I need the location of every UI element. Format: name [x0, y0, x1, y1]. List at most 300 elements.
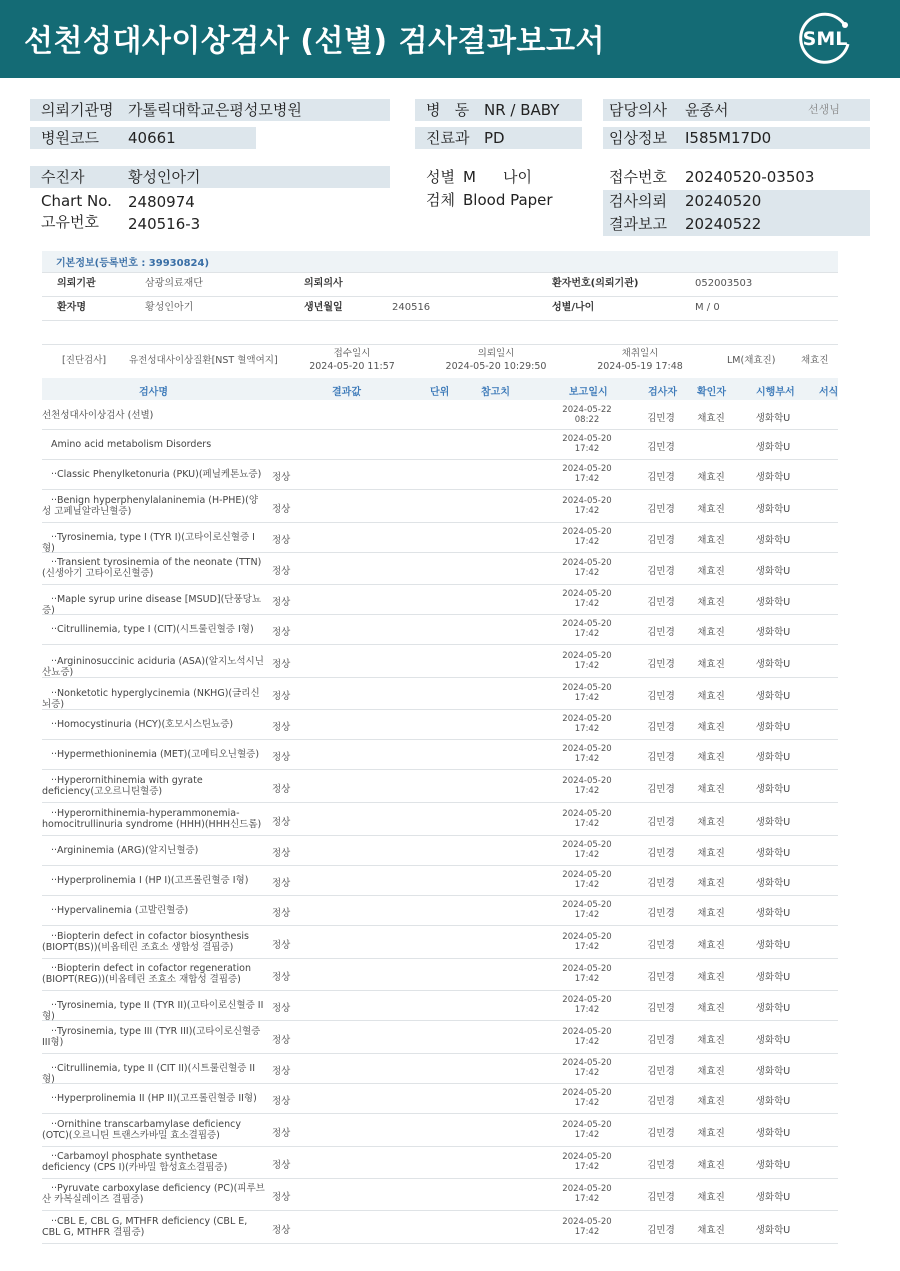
col-ref: 참고치: [481, 387, 510, 398]
test-name-cell: ··Nonketotic hyperglycinemia (NKHG)(글리신뇌증): [42, 688, 260, 710]
report-time: 17:42: [574, 880, 600, 890]
sex-value: M: [463, 168, 476, 186]
confirmer-cell: 채효진: [697, 535, 725, 546]
lm-value: LM(채효진): [727, 355, 776, 366]
report-date: 2024-05-20: [562, 589, 612, 599]
divider: [42, 344, 838, 345]
report-date-cell: [554, 1184, 620, 1204]
pno-label: 환자번호(의뢰기관): [552, 278, 639, 289]
signer-value: 채효진: [801, 355, 829, 366]
report-date-cell: [554, 589, 620, 609]
recv-label: 접수일시: [333, 348, 371, 359]
uid-label: 고유번호: [41, 213, 99, 231]
confirmer-cell: 채효진: [697, 939, 725, 951]
table-row: [42, 645, 838, 678]
table-row: [42, 523, 838, 553]
report-date: 2024-05-20: [562, 995, 612, 1005]
dept-cell: 생화학U: [755, 566, 791, 577]
report-date: 2024-05-20: [562, 1152, 612, 1162]
reporter-cell: 김민경: [647, 472, 675, 483]
sex-label: 성별: [426, 168, 455, 186]
req-value: 2024-05-20 10:29:50: [445, 361, 547, 372]
basic-info-title: 기본정보(등록번호 : 39930824): [56, 258, 210, 269]
table-row: [42, 926, 838, 959]
confirmer-cell: 채효진: [697, 972, 725, 983]
table-row: [42, 401, 838, 430]
hospital-value: 가톨릭대학교은평성모병원: [128, 101, 302, 119]
confirmer-cell: 채효진: [697, 878, 725, 889]
confirmer-cell: 채효진: [697, 1003, 725, 1014]
test-name-cell: ··Citrullinemia, type II (CIT II)(시트룰린혈증 II형): [42, 1063, 256, 1085]
clinical-value: I585M17D0: [685, 129, 772, 147]
table-row: [42, 770, 838, 803]
hcode-value: 40661: [128, 129, 176, 147]
result-cell: 정상: [272, 658, 291, 670]
report-date-cell: [554, 932, 620, 952]
name-label: 환자명: [57, 302, 86, 313]
confirmer-cell: 채효진: [697, 503, 725, 515]
report-date: 2024-05-20: [562, 619, 612, 629]
sexage-value: M / 0: [695, 302, 720, 313]
report-date-cell: [554, 683, 620, 703]
report-date: 2024-05-20: [562, 495, 612, 506]
reporter-cell: 김민경: [647, 816, 675, 828]
chart-value: 2480974: [128, 193, 195, 211]
test-name-cell: ··Citrullinemia, type I (CIT)(시트룰린혈증 I형): [51, 624, 254, 635]
col-label: 채취일시: [621, 348, 659, 359]
receipt-label: 접수번호: [609, 168, 667, 186]
report-date: 2024-05-22: [562, 404, 612, 415]
report-date: 2024-05-20: [562, 683, 612, 693]
recv-value: 2024-05-20 11:57: [309, 361, 395, 372]
confirmer-cell: 채효진: [697, 627, 725, 638]
test-name-cell: Amino acid metabolism Disorders: [51, 439, 212, 450]
birth-label: 생년월일: [304, 302, 343, 313]
table-row: [42, 896, 838, 926]
report-date-cell: [554, 496, 620, 516]
report-time: 08:22: [574, 414, 600, 425]
receipt-value: 20240520-03503: [685, 168, 815, 186]
result-cell: 정상: [272, 722, 291, 733]
reporter-cell: 김민경: [647, 783, 675, 795]
reporter-cell: 김민경: [647, 1127, 675, 1139]
org-label: 의뢰기관: [57, 278, 96, 289]
report-date-cell: [554, 744, 620, 764]
diag-label: [진단검사]: [62, 355, 107, 366]
hospital-label: 의뢰기관명: [41, 101, 114, 119]
table-row: [42, 678, 838, 710]
result-cell: 정상: [272, 1224, 291, 1236]
clinical-label: 임상정보: [609, 129, 667, 147]
table-row: [42, 430, 838, 460]
report-date: 2024-05-20: [562, 714, 612, 724]
report-time: 17:42: [574, 910, 600, 920]
confirmer-cell: 채효진: [697, 1096, 725, 1107]
reporter-cell: 김민경: [647, 1003, 675, 1014]
result-cell: 정상: [272, 908, 291, 919]
col-result: 결과값: [332, 387, 361, 398]
reporter-cell: 김민경: [647, 1034, 675, 1046]
table-row: [42, 1114, 838, 1147]
test-name-cell: ··Classic Phenylketonuria (PKU)(페닐케톤뇨증): [51, 469, 262, 480]
confirmer-cell: 채효진: [697, 658, 725, 670]
confirmer-cell: 채효진: [697, 566, 725, 577]
confirmer-cell: 채효진: [697, 816, 725, 828]
reporter-cell: 김민경: [647, 1066, 675, 1077]
report-time: 17:42: [574, 444, 600, 454]
result-cell: 정상: [272, 972, 291, 983]
test-name-cell: ··Hypervalinemia (고발린혈증): [51, 905, 189, 916]
test-name-cell: ··Hyperornithinemia-hyperammonemia-homocitrullinuria syndrome (HHH)(HHH신드롬): [42, 807, 262, 830]
reporter-cell: 김민경: [647, 566, 675, 577]
reporter-cell: 김민경: [647, 1160, 675, 1171]
confirmer-cell: 채효진: [697, 783, 725, 795]
report-label: 결과보고: [609, 215, 667, 233]
confirmer-cell: 채효진: [697, 691, 725, 702]
logo-text: SML: [802, 28, 848, 50]
confirmer-cell: 채효진: [697, 1127, 725, 1139]
patient-value: 황성인아기: [128, 168, 201, 186]
table-row: [42, 460, 838, 490]
dept-cell: 생화학U: [755, 848, 791, 859]
dept-value: PD: [484, 129, 505, 147]
result-cell: 정상: [272, 816, 291, 828]
hcode-label: 병원코드: [41, 129, 99, 147]
test-name-cell: ··Maple syrup urine disease [MSUD](단풍당뇨증): [42, 594, 262, 616]
test-name-cell: ··Hypermethioninemia (MET)(고메티오닌혈증): [51, 749, 260, 760]
table-row: [42, 959, 838, 991]
report-time: 17:42: [574, 1036, 600, 1047]
test-name-cell: ··Homocystinuria (HCY)(호모시스틴뇨증): [51, 719, 234, 730]
confirmer-cell: 채효진: [697, 597, 725, 608]
reporter-cell: 김민경: [647, 848, 675, 859]
report-time: 17:42: [574, 629, 600, 639]
report-date: 2024-05-20: [562, 558, 612, 568]
test-name-cell: ··Biopterin defect in cofactor regeneration (BIOPT(REG))(비옵테린 조효소 재합성 결핍증): [42, 963, 252, 985]
report-date-cell: [554, 870, 620, 890]
report-time: 17:42: [574, 1226, 600, 1237]
confirmer-cell: 채효진: [697, 1192, 725, 1203]
report-header: [0, 0, 900, 78]
confirmer-cell: 채효진: [697, 412, 725, 424]
result-cell: 정상: [272, 1034, 291, 1046]
report-time: 17:42: [574, 818, 600, 829]
report-date-cell: [554, 900, 620, 920]
confirmer-cell: 채효진: [697, 1034, 725, 1046]
report-date: 2024-05-20: [562, 1088, 612, 1098]
report-date: 2024-05-20: [562, 1184, 612, 1194]
birth-value: 240516: [392, 302, 431, 313]
dept-cell: 생화학U: [755, 442, 791, 453]
col-name: 검사명: [139, 387, 168, 398]
table-row: [42, 585, 838, 615]
dept-cell: 생화학U: [755, 627, 791, 638]
report-value: 20240522: [685, 215, 762, 233]
result-cell: 정상: [272, 1096, 291, 1107]
table-row: [42, 1179, 838, 1211]
result-cell: 정상: [272, 752, 291, 763]
reporter-cell: 김민경: [647, 627, 675, 638]
reporter-cell: 김민경: [647, 597, 675, 608]
report-date-cell: [554, 1217, 620, 1237]
test-name-cell: ··CBL E, CBL G, MTHFR deficiency (CBL E, CBL G, MTHFR 결핍증): [42, 1215, 248, 1238]
report-date-cell: [554, 714, 620, 734]
table-row: [42, 1084, 838, 1114]
dept-cell: 생화학U: [755, 412, 791, 424]
dept-cell: 생화학U: [755, 939, 791, 951]
result-cell: 정상: [272, 878, 291, 889]
table-row: [42, 991, 838, 1021]
doctor-label: 담당의사: [609, 101, 667, 119]
patient-label: 수진자: [41, 168, 85, 186]
confirmer-cell: 채효진: [697, 908, 725, 919]
divider: [42, 272, 838, 273]
dept-cell: 생화학U: [755, 1192, 791, 1203]
report-date-cell: [554, 1058, 620, 1078]
confirmer-cell: 채효진: [697, 472, 725, 483]
test-name-cell: ··Pyruvate carboxylase deficiency (PC)(피루브산 카복실레이즈 결핍증): [42, 1183, 265, 1205]
report-time: 17:42: [574, 1129, 600, 1140]
dept-cell: 생화학U: [755, 1066, 791, 1077]
name-value: 황성인아기: [145, 302, 194, 313]
chart-label: Chart No.: [41, 192, 112, 210]
reporter-cell: 김민경: [647, 1224, 675, 1236]
confirmer-cell: 채효진: [697, 752, 725, 763]
dept-cell: 생화학U: [755, 691, 791, 702]
report-date: 2024-05-20: [562, 840, 612, 850]
report-date: 2024-05-20: [562, 1058, 612, 1068]
dept-cell: 생화학U: [755, 658, 791, 670]
dept-cell: 생화학U: [755, 1003, 791, 1014]
specimen-value: Blood Paper: [463, 191, 553, 209]
doctor-value: 윤종서: [685, 101, 729, 119]
pno-value: 052003503: [695, 278, 753, 289]
test-name-cell: ··Tyrosinemia, type I (TYR I)(고타이로신혈증 I형): [42, 532, 255, 554]
test-name-cell: ··Hyperprolinemia II (HP II)(고프롤린혈증 II형): [51, 1093, 257, 1104]
test-name-cell: ··Tyrosinemia, type III (TYR III)(고타이로신혈증 III형): [42, 1025, 261, 1048]
table-row: [42, 1211, 838, 1244]
reporter-cell: 김민경: [647, 658, 675, 670]
result-cell: 정상: [272, 1192, 291, 1203]
specimen-label: 검체: [426, 191, 455, 209]
report-time: 17:42: [574, 785, 600, 796]
col-form: 서식: [819, 387, 839, 398]
req-label: 의뢰일시: [477, 348, 515, 359]
report-time: 17:42: [574, 1005, 600, 1015]
report-date: 2024-05-20: [562, 1216, 612, 1227]
result-cell: 정상: [272, 1003, 291, 1014]
table-row: [42, 740, 838, 770]
reporter-cell: 김민경: [647, 535, 675, 546]
report-time: 17:42: [574, 1068, 600, 1078]
report-date: 2024-05-20: [562, 870, 612, 880]
report-date-cell: [554, 1027, 620, 1047]
col-dept: 시행부서: [756, 387, 795, 398]
dept-cell: 생화학U: [755, 597, 791, 608]
report-time: 17:42: [574, 724, 600, 734]
result-cell: 정상: [272, 1127, 291, 1139]
dept-cell: 생화학U: [755, 1096, 791, 1107]
report-time: 17:42: [574, 693, 600, 703]
report-date-cell: [554, 776, 620, 796]
result-cell: 정상: [272, 1160, 291, 1171]
request-label: 검사의뢰: [609, 192, 667, 210]
ward-label: 병 동: [426, 101, 470, 119]
result-cell: 정상: [272, 597, 291, 608]
dept-cell: 생화학U: [755, 816, 791, 828]
dept-label: 진료과: [426, 129, 470, 147]
reporter-cell: 김민경: [647, 878, 675, 889]
report-date: 2024-05-20: [562, 527, 612, 537]
test-name-cell: ··Hyperornithinemia with gyrate deficiency(고오르니틴혈증): [42, 774, 203, 797]
reporter-cell: 김민경: [647, 503, 675, 515]
table-row: [42, 1147, 838, 1179]
col-value: 2024-05-19 17:48: [597, 361, 683, 372]
report-time: 17:42: [574, 754, 600, 764]
test-name-cell: ··Benign hyperphenylalaninemia (H-PHE)(양성 고페닐알라닌혈증): [42, 494, 259, 517]
test-name-cell: ··Argininosuccinic aciduria (ASA)(알지노석시닌산뇨증): [42, 655, 264, 678]
col-unit: 단위: [430, 387, 450, 398]
test-name-cell: ··Carbamoyl phosphate synthetase deficiency (CPS I)(카바밀 합성효소결핍증): [42, 1151, 228, 1173]
report-date-cell: [554, 527, 620, 547]
table-row: [42, 553, 838, 585]
test-name: 유전성대사이상질환[NST 혈액여지]: [129, 355, 278, 366]
report-date: 2024-05-20: [562, 775, 612, 786]
dept-cell: 생화학U: [755, 1224, 791, 1236]
report-time: 17:42: [574, 1194, 600, 1204]
table-row: [42, 836, 838, 866]
col-reporter: 검사자: [648, 387, 677, 398]
sexage-label: 성별/나이: [552, 302, 595, 313]
dept-cell: 생화학U: [755, 878, 791, 889]
table-row: [42, 1054, 838, 1084]
result-cell: 정상: [272, 1066, 291, 1077]
reporter-cell: 김민경: [647, 442, 675, 453]
dept-cell: 생화학U: [755, 752, 791, 763]
dept-cell: 생화학U: [755, 972, 791, 983]
report-date: 2024-05-20: [562, 964, 612, 974]
result-cell: 정상: [272, 848, 291, 859]
report-time: 17:42: [574, 1098, 600, 1108]
test-name-cell: ··Hyperprolinemia I (HP I)(고프롤린혈증 I형): [51, 875, 249, 886]
report-time: 17:42: [574, 660, 600, 671]
table-row: [42, 710, 838, 740]
reporter-cell: 김민경: [647, 412, 675, 424]
report-date-cell: [554, 558, 620, 578]
reporter-cell: 김민경: [647, 908, 675, 919]
dept-cell: 생화학U: [755, 503, 791, 515]
doctor-suffix: 선생님: [808, 103, 840, 116]
table-header: [42, 378, 838, 400]
reporter-cell: 김민경: [647, 1192, 675, 1203]
dept-cell: 생화학U: [755, 535, 791, 546]
ward-value: NR / BABY: [484, 101, 560, 119]
report-date-cell: [554, 619, 620, 639]
dept-cell: 생화학U: [755, 1127, 791, 1139]
report-time: 17:42: [574, 941, 600, 952]
sml-logo: [796, 10, 854, 68]
dept-cell: 생화학U: [755, 722, 791, 733]
col-date: 보고일시: [569, 387, 608, 398]
report-time: 17:42: [574, 505, 600, 516]
table-row: [42, 866, 838, 896]
report-date: 2024-05-20: [562, 931, 612, 942]
report-date-cell: [554, 809, 620, 829]
doc-label: 의뢰의사: [304, 278, 343, 289]
report-time: 17:42: [574, 1162, 600, 1172]
reporter-cell: 김민경: [647, 722, 675, 733]
confirmer-cell: 채효진: [697, 722, 725, 733]
reporter-cell: 김민경: [647, 1096, 675, 1107]
report-time: 17:42: [574, 568, 600, 578]
report-date: 2024-05-20: [562, 744, 612, 754]
divider: [42, 296, 838, 297]
reporter-cell: 김민경: [647, 972, 675, 983]
test-name-cell: ··Ornithine transcarbamylase deficiency (OTC)(오르니틴 트랜스카바밀 효소결핍증): [42, 1118, 241, 1141]
divider: [42, 320, 838, 321]
request-value: 20240520: [685, 192, 762, 210]
dept-cell: 생화학U: [755, 1160, 791, 1171]
result-cell: 정상: [272, 472, 291, 483]
result-cell: 정상: [272, 783, 291, 795]
report-time: 17:42: [574, 474, 600, 484]
test-name-cell: ··Argininemia (ARG)(알지닌혈증): [51, 845, 199, 856]
report-date: 2024-05-20: [562, 1119, 612, 1130]
report-date-cell: [554, 964, 620, 984]
table-row: [42, 803, 838, 836]
result-cell: 정상: [272, 535, 291, 546]
table-row: [42, 615, 838, 645]
col-confirmer: 확인자: [697, 387, 726, 398]
dept-cell: 생화학U: [755, 783, 791, 795]
report-date-cell: [554, 464, 620, 484]
confirmer-cell: 채효진: [697, 1160, 725, 1171]
dept-cell: 생화학U: [755, 908, 791, 919]
org-value: 삼광의료재단: [145, 278, 203, 289]
test-name-cell: 선천성대사이상검사 (선별): [42, 409, 154, 421]
report-time: 17:42: [574, 974, 600, 984]
report-date: 2024-05-20: [562, 808, 612, 819]
report-date-cell: [554, 1120, 620, 1140]
age-label: 나이: [503, 168, 532, 186]
uid-value: 240516-3: [128, 215, 201, 233]
report-title: 선천성대사이상검사 (선별) 검사결과보고서: [24, 24, 605, 59]
result-cell: 정상: [272, 691, 291, 702]
basic-info-title-bar: [42, 251, 838, 272]
dept-cell: 생화학U: [755, 472, 791, 483]
test-name-cell: ··Transient tyrosinemia of the neonate (TTN)(신생아기 고타이로신혈증): [42, 557, 262, 579]
report-date-cell: [554, 651, 620, 671]
result-cell: 정상: [272, 503, 291, 515]
report-date-cell: [554, 434, 620, 454]
confirmer-cell: 채효진: [697, 1066, 725, 1077]
confirmer-cell: 채효진: [697, 848, 725, 859]
report-date: 2024-05-20: [562, 434, 612, 444]
table-row: [42, 490, 838, 523]
test-name-cell: ··Tyrosinemia, type II (TYR II)(고타이로신혈증 II형): [42, 1000, 264, 1022]
table-row: [42, 1021, 838, 1054]
confirmer-cell: 채효진: [697, 1224, 725, 1236]
report-date: 2024-05-20: [562, 650, 612, 661]
reporter-cell: 김민경: [647, 939, 675, 951]
report-date: 2024-05-20: [562, 464, 612, 474]
report-time: 17:42: [574, 537, 600, 547]
dept-cell: 생화학U: [755, 1034, 791, 1046]
test-name-cell: ··Biopterin defect in cofactor biosynthesis (BIOPT(BS))(비옵테린 조효소 생합성 결핍증): [42, 930, 249, 953]
report-date: 2024-05-20: [562, 900, 612, 910]
report-date-cell: [554, 405, 620, 425]
reporter-cell: 김민경: [647, 752, 675, 763]
